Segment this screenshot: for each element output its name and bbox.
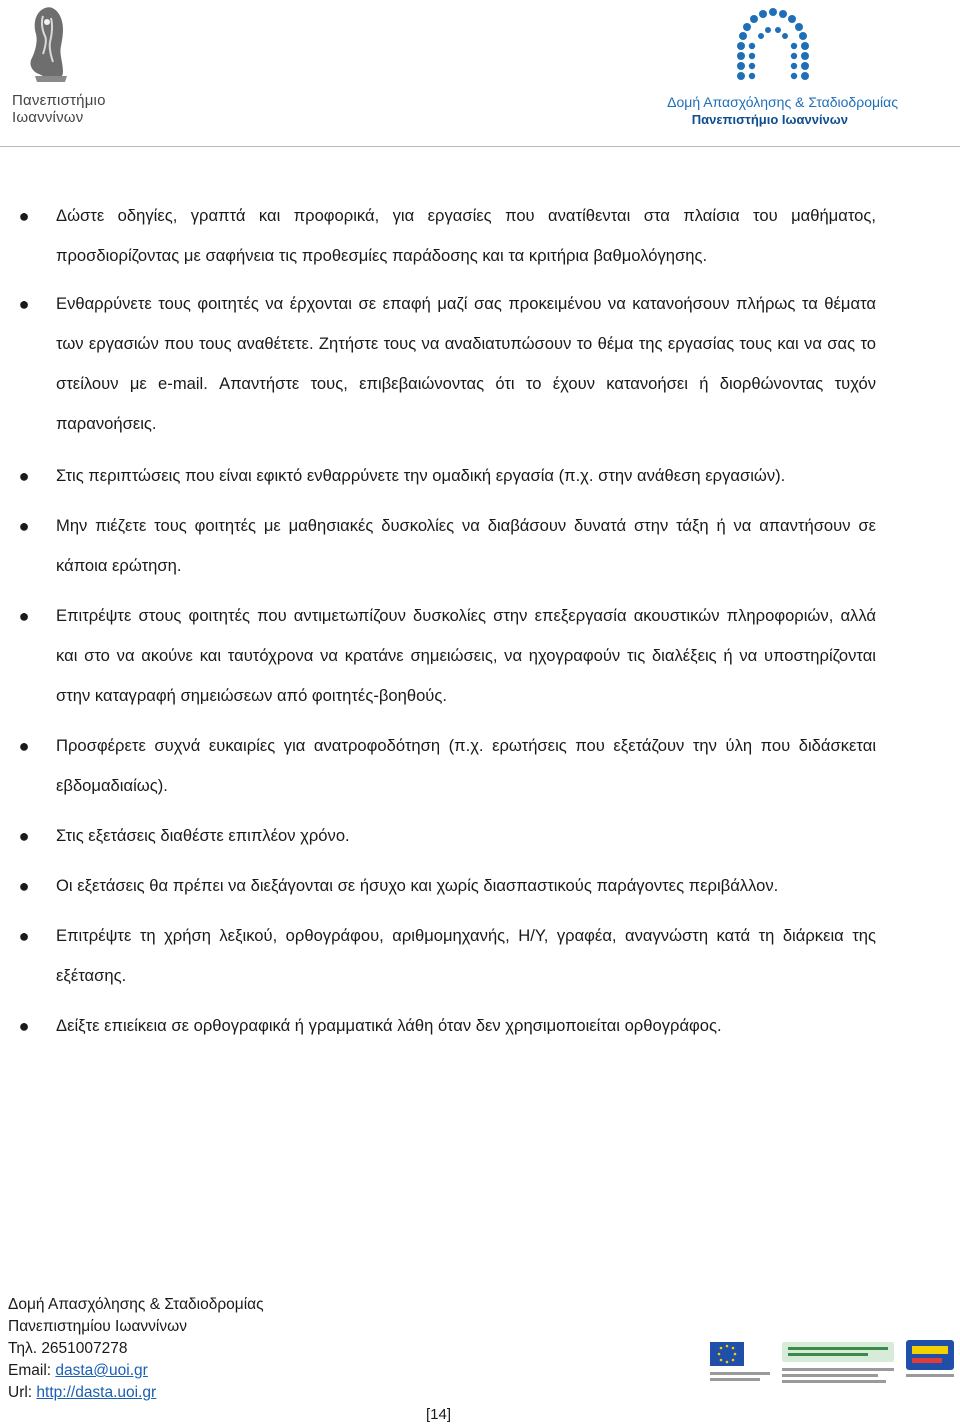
- footer-office: Δομή Απασχόλησης & Σταδιοδρομίας: [8, 1296, 264, 1313]
- bullet-icon: ●: [18, 206, 30, 226]
- email-link[interactable]: dasta@uoi.gr: [55, 1362, 148, 1379]
- list-item: [18, 866, 876, 906]
- list-item-text: Δώστε οδηγίες, γραπτά και προφορικά, για εργασίες που ανατίθενται στα πλαίσια του μαθήματος, προσδιορίζοντας με σαφήνεια τις προθεσμίες παράδοσης και τα κριτήρια βαθμολόγησης.: [56, 206, 876, 265]
- list-item: [18, 816, 876, 856]
- bullet-icon: ●: [18, 516, 30, 536]
- list-item: [18, 284, 876, 444]
- list-item-text: Επιτρέψτε τη χρήση λεξικού, ορθογράφου, αριθμομηχανής, Η/Υ, γραφέα, αναγνώστη κατά τη διάρκεια της εξέτασης.: [56, 926, 876, 985]
- owl-emblem-icon: [5, 2, 95, 88]
- bullet-icon: ●: [18, 466, 30, 486]
- list-item-text: Οι εξετάσεις θα πρέπει να διεξάγονται σε ήσυχο και χωρίς διασπαστικούς παράγοντες περιβάλλον.: [56, 876, 779, 895]
- list-item-text: Στις περιπτώσεις που είναι εφικτό ενθαρρύνετε την ομαδική εργασία (π.χ. στην ανάθεση εργασιών).: [56, 466, 786, 485]
- list-item: [18, 1006, 876, 1046]
- list-item: [18, 916, 876, 996]
- university-name-line1: Πανεπιστήμιο: [12, 92, 106, 109]
- dasta-dots-icon: [728, 4, 818, 90]
- footer-email-label: Email:: [8, 1362, 56, 1379]
- bullet-icon: ●: [18, 1016, 30, 1036]
- footer-university: Πανεπιστημίου Ιωαννίνων: [8, 1318, 187, 1335]
- footer-url-row: [8, 1382, 264, 1404]
- footer-url-label: Url:: [8, 1384, 37, 1401]
- list-item-text: Μην πιέζετε τους φοιτητές με μαθησιακές δυσκολίες να διαβάσουν δυνατά στην τάξη ή να απαντήσουν σε κάποια ερώτηση.: [56, 516, 876, 575]
- dasta-logo: [728, 4, 818, 90]
- bullet-icon: ●: [18, 294, 30, 314]
- header-divider: [0, 146, 960, 147]
- list-item-text: Ενθαρρύνετε τους φοιτητές να έρχονται σε επαφή μαζί σας προκειμένου να κατανοήσουν πλήρως τα θέματα των εργασιών που τους αναθέτετε. Ζητήστε τους να αναδιατυπώσουν το θέμα της εργασίας τους και να σας το στείλουν με e-mail. Απαντήστε τους, επιβεβαιώνοντας ότι το έχουν κατανοήσει ή διορθώνοντας τυχόν παρανοήσεις.: [56, 294, 876, 433]
- list-item-text: Επιτρέψτε στους φοιτητές που αντιμετωπίζουν δυσκολίες στην επεξεργασία ακουστικών πληροφοριών, αλλά και στο να ακούνε και ταυτόχρονα να κρατάνε σημειώσεις, να ηχογραφούν τις διαλέξεις ή να υποστηρίζονται στην καταγραφή σημειώσεων από φοιτητές-βοηθούς.: [56, 606, 876, 705]
- page-header: [0, 0, 960, 150]
- footer-email-row: [8, 1360, 264, 1382]
- office-title: Δομή Απασχόλησης & Σταδιοδρομίας: [667, 94, 898, 110]
- bullet-icon: ●: [18, 826, 30, 846]
- list-item-text: Στις εξετάσεις διαθέστε επιπλέον χρόνο.: [56, 826, 350, 845]
- website-link[interactable]: http://dasta.uoi.gr: [36, 1384, 157, 1401]
- eu-espa-logos-icon: [706, 1336, 958, 1396]
- bullet-icon: ●: [18, 926, 30, 946]
- list-item: [18, 596, 876, 716]
- list-item: [18, 196, 876, 276]
- page-number: [14]: [426, 1406, 452, 1423]
- office-subtitle: Πανεπιστήμιο Ιωαννίνων: [691, 112, 848, 127]
- funding-logos: [706, 1336, 958, 1396]
- bullet-icon: ●: [18, 876, 30, 896]
- footer-phone: Τηλ. 2651007278: [8, 1340, 128, 1357]
- espa-logo-icon: [906, 1340, 954, 1370]
- list-item: [18, 456, 876, 496]
- bullet-icon: ●: [18, 606, 30, 626]
- list-item-text: Προσφέρετε συχνά ευκαιρίες για ανατροφοδότηση (π.χ. ερωτήσεις που εξετάζουν την ύλη που διδάσκεται εβδομαδιαίως).: [56, 736, 876, 795]
- university-name: [12, 92, 106, 126]
- list-item: [18, 506, 876, 586]
- bullet-icon: ●: [18, 736, 30, 756]
- list-item: [18, 726, 876, 806]
- university-name-line2: Ιωαννίνων: [12, 109, 84, 126]
- list-item-text: Δείξτε επιείκεια σε ορθογραφικά ή γραμματικά λάθη όταν δεν χρησιμοποιείται ορθογράφος.: [56, 1016, 722, 1035]
- guidelines-list: [0, 196, 960, 1046]
- footer-contact: [8, 1294, 264, 1404]
- university-logo: [5, 2, 115, 130]
